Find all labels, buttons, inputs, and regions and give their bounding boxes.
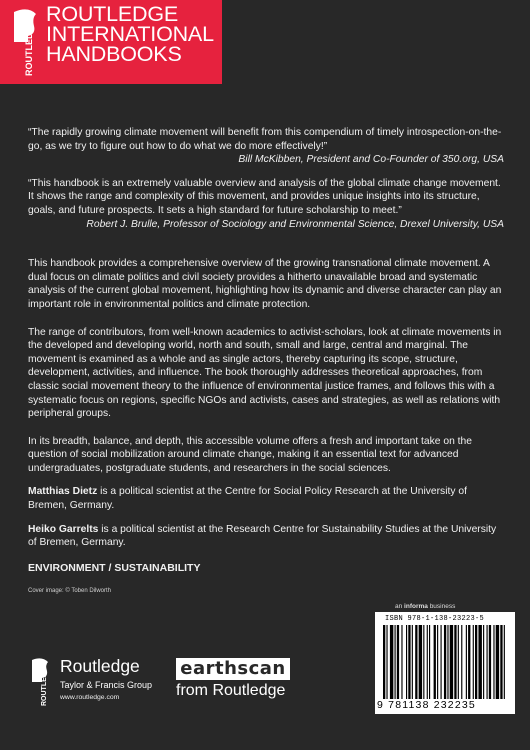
publisher-group: Taylor & Francis Group (60, 680, 153, 690)
barcode-bar (397, 625, 399, 699)
publisher-logo-text: ROUTLEDGE (41, 662, 48, 706)
description-paragraph: This handbook provides a comprehensive overview of the growing transnational climate movement. A dual focus on climate politics and civil society provides a hitherto unavailable broad and systematic analysis of the current global movement, highlighting how its dynamic and diverse character can play an important role in environmental politics and climate protection. (28, 258, 502, 310)
barcode-image (383, 625, 507, 699)
informa-brand: informa (404, 603, 428, 610)
editor-name: Heiko Garrelts (28, 523, 99, 535)
barcode-bar (401, 625, 402, 699)
subject-category: ENVIRONMENT / SUSTAINABILITY (28, 561, 201, 574)
barcode-bar (493, 625, 494, 699)
barcode-bar (423, 625, 424, 699)
barcode-bar (412, 625, 413, 699)
editor-bio (28, 523, 504, 550)
endorsement-quote: “This handbook is an extremely valuable overview and analysis of the global climate change movement. It shows the range and complexity of this movement, and provides unique insights into its structure, goals, and future prospects. It sets a high standard for future scholarship to meet.” (28, 177, 501, 216)
barcode-bar (395, 625, 396, 699)
barcode-number: 9 781138 232235 (377, 699, 476, 711)
barcode-bar (390, 625, 393, 699)
barcode-bar (483, 625, 484, 699)
series-title-line2: INTERNATIONAL (46, 22, 214, 46)
description-paragraph: The range of contributors, from well-known academics to activist-scholars, look at climate movements in the developed and developing world, north and south, small and large, central and marginal. The movement is examined as a whole and as single actors, thereby capturing its scope, structure, development, activities, and influence. The book thoroughly addresses theoretical approaches, from classic social movement theory to the influence of environmental justice frames, and follows this with a systematic focus on regions, specific NGOs and activists, cases and strategies, as well as relations with peripheral groups. (28, 326, 502, 420)
barcode-bar (478, 625, 481, 699)
barcode-bar (441, 625, 442, 699)
series-title (46, 4, 214, 64)
barcode-bar (504, 625, 505, 699)
barcode-bar (429, 625, 430, 699)
editor-bio-text: is a political scientist at the Centre for Social Policy Research at the University of Bremen, Germany. (28, 486, 467, 512)
series-title-line3: HANDBOOKS (46, 42, 182, 66)
informa-suffix: business (427, 603, 456, 610)
endorsement-attribution: Robert J. Brulle, Professor of Sociology and Environmental Science, Drexel University, USA (86, 218, 504, 230)
barcode-bar (454, 625, 456, 699)
imprint-from-routledge: from Routledge (176, 682, 286, 699)
barcode-bar (415, 625, 417, 699)
barcode-bar (383, 625, 385, 699)
barcode-bar (419, 625, 422, 699)
endorsement-attribution: Bill McKibben, President and Co-Founder of 350.org, USA (238, 154, 504, 166)
informa-tagline (395, 603, 455, 610)
editor-name: Matthias Dietz (28, 486, 98, 498)
barcode-bar (437, 625, 438, 699)
back-cover-text (28, 126, 504, 599)
barcode-bar (489, 625, 491, 699)
barcode-bar (444, 625, 446, 699)
barcode-bar (386, 625, 387, 699)
barcode-bar (427, 625, 428, 699)
barcode-bar (461, 625, 462, 699)
earthscan-name: earthscan (180, 658, 286, 679)
isbn-label: ISBN 978-1-138-23223-5 (385, 615, 485, 623)
barcode-bar (458, 625, 459, 699)
barcode-bar (496, 625, 499, 699)
editor-bio-text: is a political scientist at the Research Centre for Sustainability Studies at the University of Bremen, Germany. (28, 523, 497, 549)
barcode-bar (500, 625, 502, 699)
routledge-publisher-logo-icon (30, 656, 52, 708)
routledge-logo-text: ROUTLEDGE (24, 19, 34, 76)
earthscan-logo (176, 658, 290, 680)
series-banner (0, 0, 222, 84)
endorsement (28, 177, 504, 231)
barcode-bar (450, 625, 453, 699)
publisher-url: www.routledge.com (60, 694, 120, 701)
barcode-bar (408, 625, 410, 699)
barcode-bar (434, 625, 436, 699)
publisher-name: Routledge (60, 656, 140, 676)
barcode-bar (475, 625, 477, 699)
routledge-logo-icon (10, 6, 40, 78)
barcode-bar (406, 625, 407, 699)
endorsement (28, 126, 504, 167)
barcode-bar (447, 625, 448, 699)
cover-credit: Cover image: © Toben Dilworth (28, 588, 112, 595)
barcode-bar (487, 625, 488, 699)
series-title-line1: ROUTLEDGE (46, 2, 178, 26)
editor-bio (28, 485, 504, 512)
endorsement-quote: “The rapidly growing climate movement will benefit from this compendium of timely introspection-on-the-go, as we try to figure out how to do what we do more effectively!” (28, 127, 502, 152)
barcode-bar (468, 625, 470, 699)
informa-prefix: an (395, 603, 405, 610)
isbn-barcode (375, 612, 515, 714)
description-paragraph: In its breadth, balance, and depth, this accessible volume offers a fresh and important take on the question of social mobilization around climate change, making it an essential text for advanced undergraduates, postgraduate students, and researchers in the social sciences. (28, 435, 472, 474)
barcode-bar (473, 625, 474, 699)
barcode-bar (466, 625, 467, 699)
